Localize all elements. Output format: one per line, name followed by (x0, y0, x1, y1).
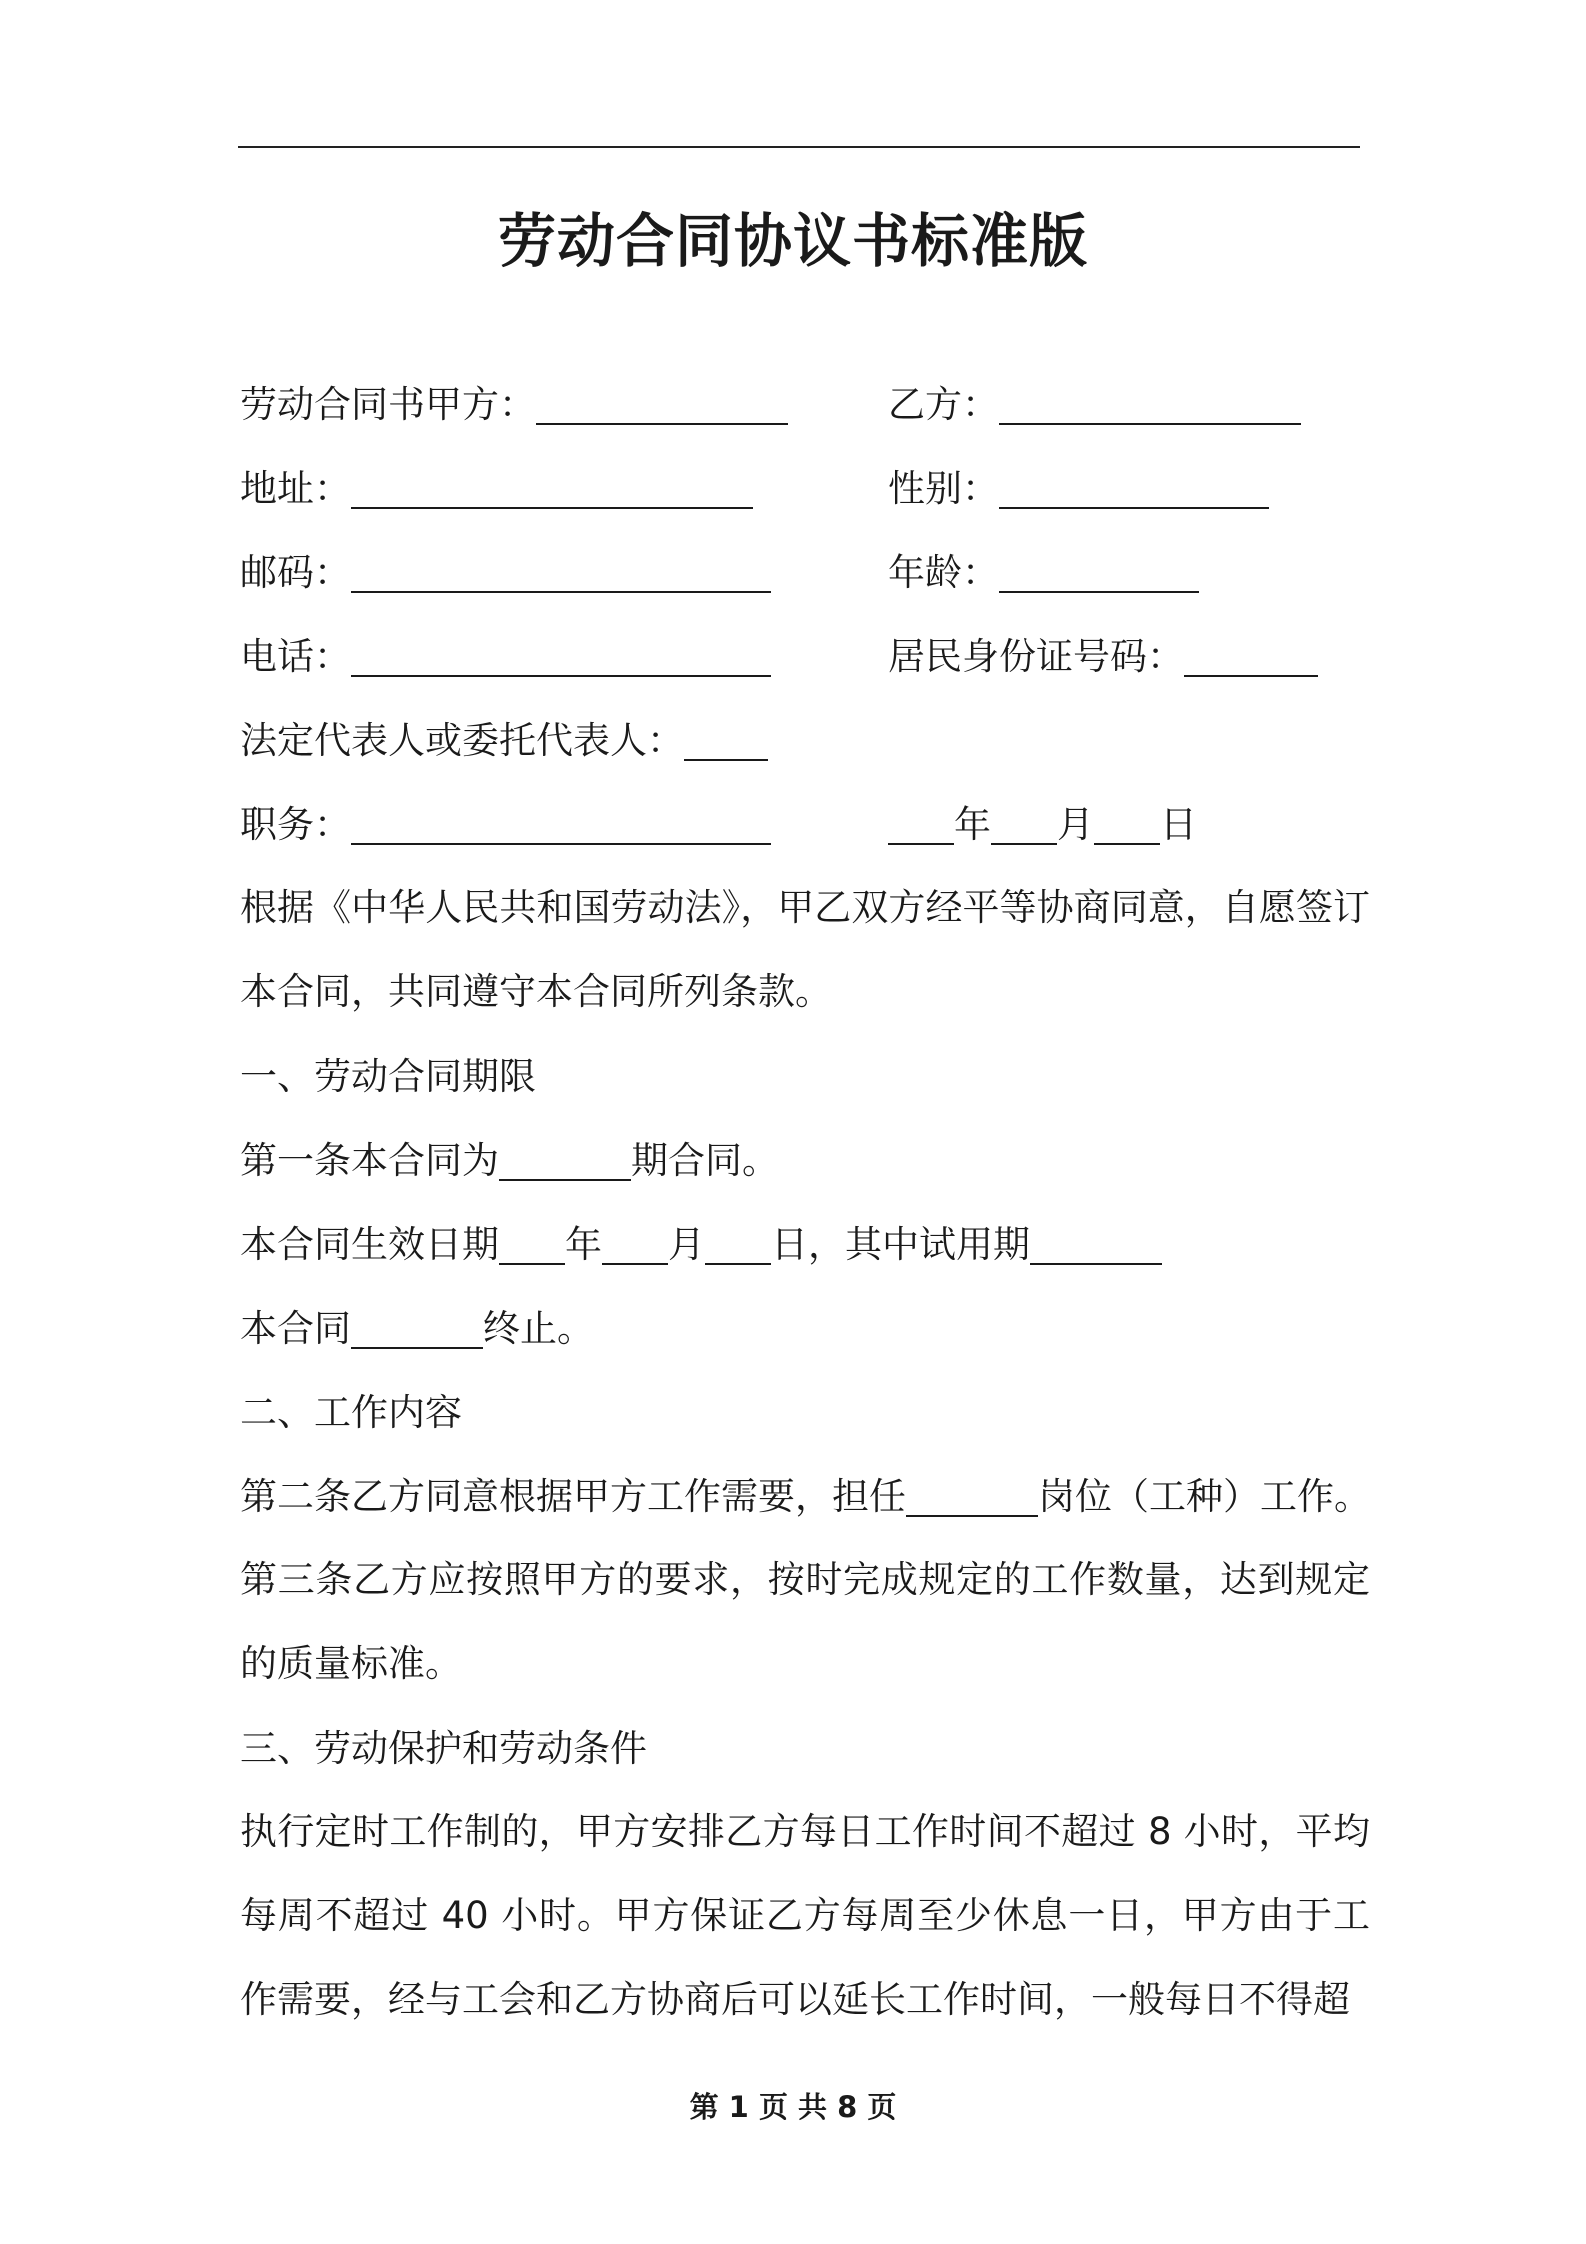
postcode-label: 邮码： (240, 551, 351, 594)
effective-year-blank[interactable] (499, 1221, 565, 1265)
article-2-text-b: 岗位（工种）工作。 (1038, 1475, 1371, 1518)
section-3-body: 执行定时工作制的，甲方安排乙方每日工作时间不超过 8 小时，平均每周不超过 40 小时。甲方保证乙方每周至少休息一日，甲方由于工作需要，经与工会和乙方协商后可以延长工作时间，一般每日不得超 (240, 1810, 1370, 2021)
address-label: 地址： (240, 467, 351, 510)
section-1-heading: 一、劳动合同期限 (240, 1055, 536, 1098)
effective-day-label: 日，其中试用期 (771, 1223, 1030, 1266)
section-3-heading: 三、劳动保护和劳动条件 (240, 1727, 647, 1770)
gender-blank[interactable] (999, 465, 1269, 509)
party-a-blank[interactable] (536, 381, 788, 425)
age-blank[interactable] (999, 549, 1199, 593)
probation-blank[interactable] (1030, 1221, 1162, 1265)
signing-month-label: 月 (1057, 803, 1094, 846)
intro-paragraph: 根据《中华人民共和国劳动法》，甲乙双方经平等协商同意，自愿签订本合同，共同遵守本合同所列条款。 (240, 886, 1370, 1013)
phone-label: 电话： (240, 635, 351, 678)
signing-date-row (888, 795, 1197, 855)
address-blank[interactable] (351, 465, 753, 509)
effective-month-label: 月 (668, 1223, 705, 1266)
effective-date-text: 本合同生效日期 (240, 1223, 499, 1266)
representative-blank[interactable] (684, 717, 768, 761)
end-date-row (240, 1299, 594, 1359)
age-label: 年龄： (888, 551, 999, 594)
effective-month-blank[interactable] (602, 1221, 668, 1265)
party-a-label: 劳动合同书甲方： (240, 383, 536, 426)
document-title: 劳动合同协议书标准版 (497, 207, 1088, 275)
position-row (240, 795, 771, 855)
signing-year-blank[interactable] (888, 801, 954, 845)
address-row (240, 459, 753, 519)
article-3: 第三条乙方应按照甲方的要求，按时完成规定的工作数量，达到规定的质量标准。 (240, 1558, 1370, 1685)
signing-month-blank[interactable] (991, 801, 1057, 845)
party-a-row (240, 375, 788, 435)
end-date-text-a: 本合同 (240, 1307, 351, 1350)
id-blank[interactable] (1184, 633, 1318, 677)
postcode-blank[interactable] (351, 549, 771, 593)
id-label: 居民身份证号码： (888, 635, 1184, 678)
gender-row (888, 459, 1269, 519)
phone-row (240, 627, 771, 687)
party-b-blank[interactable] (999, 381, 1301, 425)
contract-term-blank[interactable] (499, 1137, 631, 1181)
job-position-blank[interactable] (906, 1473, 1038, 1517)
id-row (888, 627, 1318, 687)
effective-year-label: 年 (565, 1223, 602, 1266)
effective-date-row (240, 1215, 1162, 1275)
postcode-row (240, 543, 771, 603)
article-1-text-a: 第一条本合同为 (240, 1139, 499, 1182)
header-rule (238, 146, 1360, 148)
phone-blank[interactable] (351, 633, 771, 677)
position-blank[interactable] (351, 801, 771, 845)
article-2-text-a: 第二条乙方同意根据甲方工作需要，担任 (240, 1475, 906, 1518)
end-date-text-b: 终止。 (483, 1307, 594, 1350)
page-footer: 第 1 页 共 8 页 (689, 2090, 897, 2124)
signing-day-blank[interactable] (1094, 801, 1160, 845)
article-2 (240, 1467, 1371, 1527)
position-label: 职务： (240, 803, 351, 846)
article-1-text-b: 期合同。 (631, 1139, 779, 1182)
gender-label: 性别： (888, 467, 999, 510)
party-b-label: 乙方： (888, 383, 999, 426)
signing-year-label: 年 (954, 803, 991, 846)
end-date-blank[interactable] (351, 1305, 483, 1349)
age-row (888, 543, 1199, 603)
section-2-heading: 二、工作内容 (240, 1391, 462, 1434)
signing-day-label: 日 (1160, 803, 1197, 846)
representative-label: 法定代表人或委托代表人： (240, 719, 684, 762)
article-1 (240, 1131, 779, 1191)
party-b-row (888, 375, 1301, 435)
effective-day-blank[interactable] (705, 1221, 771, 1265)
representative-row (240, 711, 768, 771)
